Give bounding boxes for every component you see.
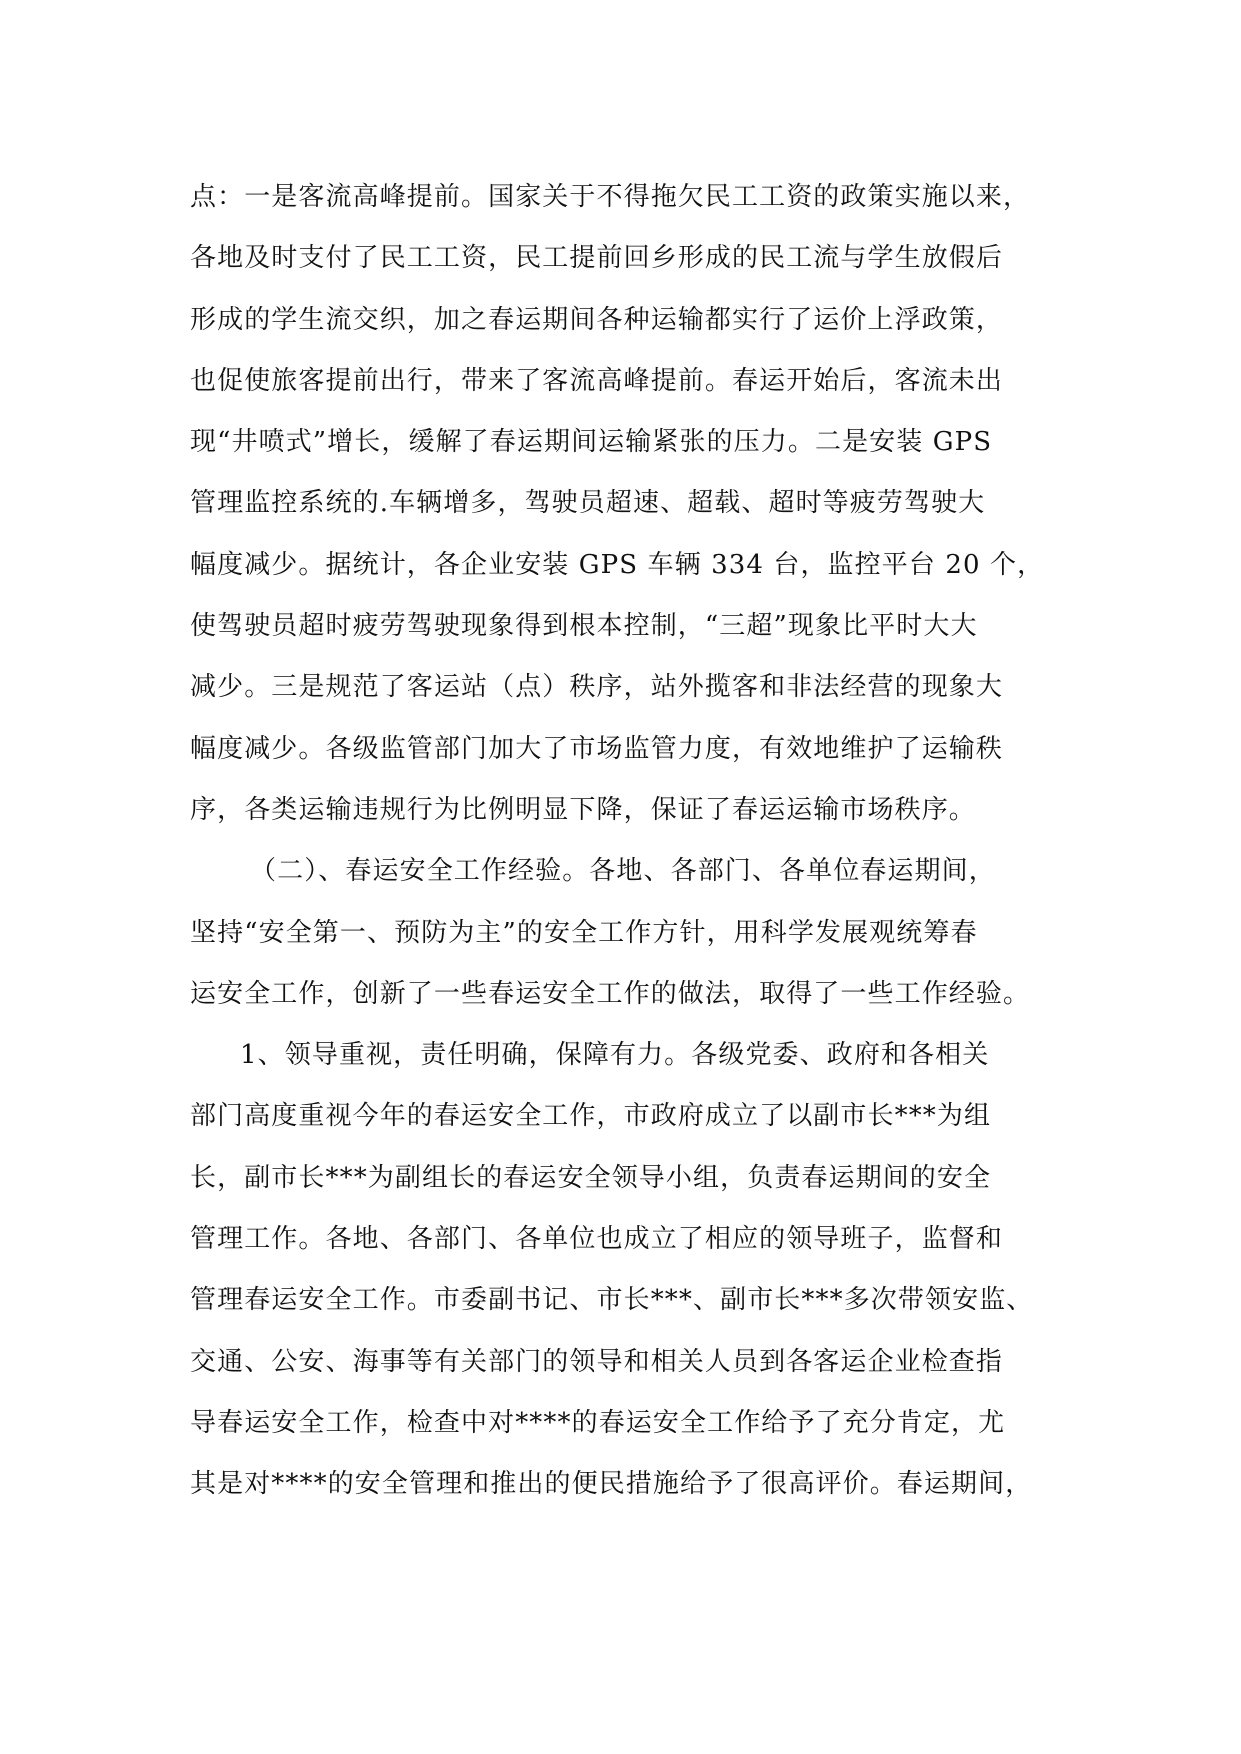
text-line: 也促使旅客提前出行，带来了客流高峰提前。春运开始后，客流未出 xyxy=(190,365,1004,396)
text-line: 其是对****的安全管理和推出的便民措施给予了很高评价。春运期间， xyxy=(190,1469,1033,1500)
text-line: 减少。三是规范了客运站（点）秩序，站外揽客和非法经营的现象大 xyxy=(190,672,1004,703)
paragraph-heading-line: 1、领导重视，责任明确，保障有力。各级党委、政府和各相关 xyxy=(240,1040,990,1071)
text-line: 点：一是客流高峰提前。国家关于不得拖欠民工工资的政策实施以来， xyxy=(190,182,1031,212)
text-line: 序，各类运输违规行为比例明显下降，保证了春运运输市场秩序。 xyxy=(190,794,976,825)
text-line: 管理监控系统的.车辆增多，驾驶员超速、超载、超时等疲劳驾驶大 xyxy=(190,488,986,519)
text-line: 坚持“安全第一、预防为主”的安全工作方针，用科学发展观统筹春 xyxy=(190,917,978,948)
text-line: 管理工作。各地、各部门、各单位也成立了相应的领导班子，监督和 xyxy=(190,1224,1004,1255)
body-text xyxy=(190,167,1050,1516)
text-line: 部门高度重视今年的春运安全工作，市政府成立了以副市长***为组 xyxy=(190,1101,992,1132)
text-line: 现“井喷式”增长，缓解了春运期间运输紧张的压力。二是安装 GPS xyxy=(190,427,993,458)
text-line: 使驾驶员超时疲劳驾驶现象得到根本控制，“三超”现象比平时大大 xyxy=(190,611,978,642)
text-line: 管理春运安全工作。市委副书记、市长***、副市长***多次带领安监、 xyxy=(190,1285,1034,1316)
text-line: 交通、公安、海事等有关部门的领导和相关人员到各客运企业检查指 xyxy=(190,1346,1004,1377)
text-line: 各地及时支付了民工工资，民工提前回乡形成的民工流与学生放假后 xyxy=(190,243,1004,274)
text-line: 幅度减少。各级监管部门加大了市场监管力度，有效地维护了运输秩 xyxy=(190,733,1004,764)
text-line: 运安全工作，创新了一些春运安全工作的做法，取得了一些工作经验。 xyxy=(190,978,1031,1009)
text-line: 形成的学生流交织，加之春运期间各种运输都实行了运价上浮政策， xyxy=(190,304,1004,335)
text-line: 长，副市长***为副组长的春运安全领导小组，负责春运期间的安全 xyxy=(190,1162,992,1193)
paragraph-heading-line: （二）、春运安全工作经验。各地、各部门、各单位春运期间， xyxy=(250,856,996,887)
text-line: 导春运安全工作，检查中对****的春运安全工作给予了充分肯定，尤 xyxy=(190,1407,1006,1438)
text-line: 幅度减少。据统计，各企业安装 GPS 车辆 334 台，监控平台 20 个， xyxy=(190,549,1045,580)
